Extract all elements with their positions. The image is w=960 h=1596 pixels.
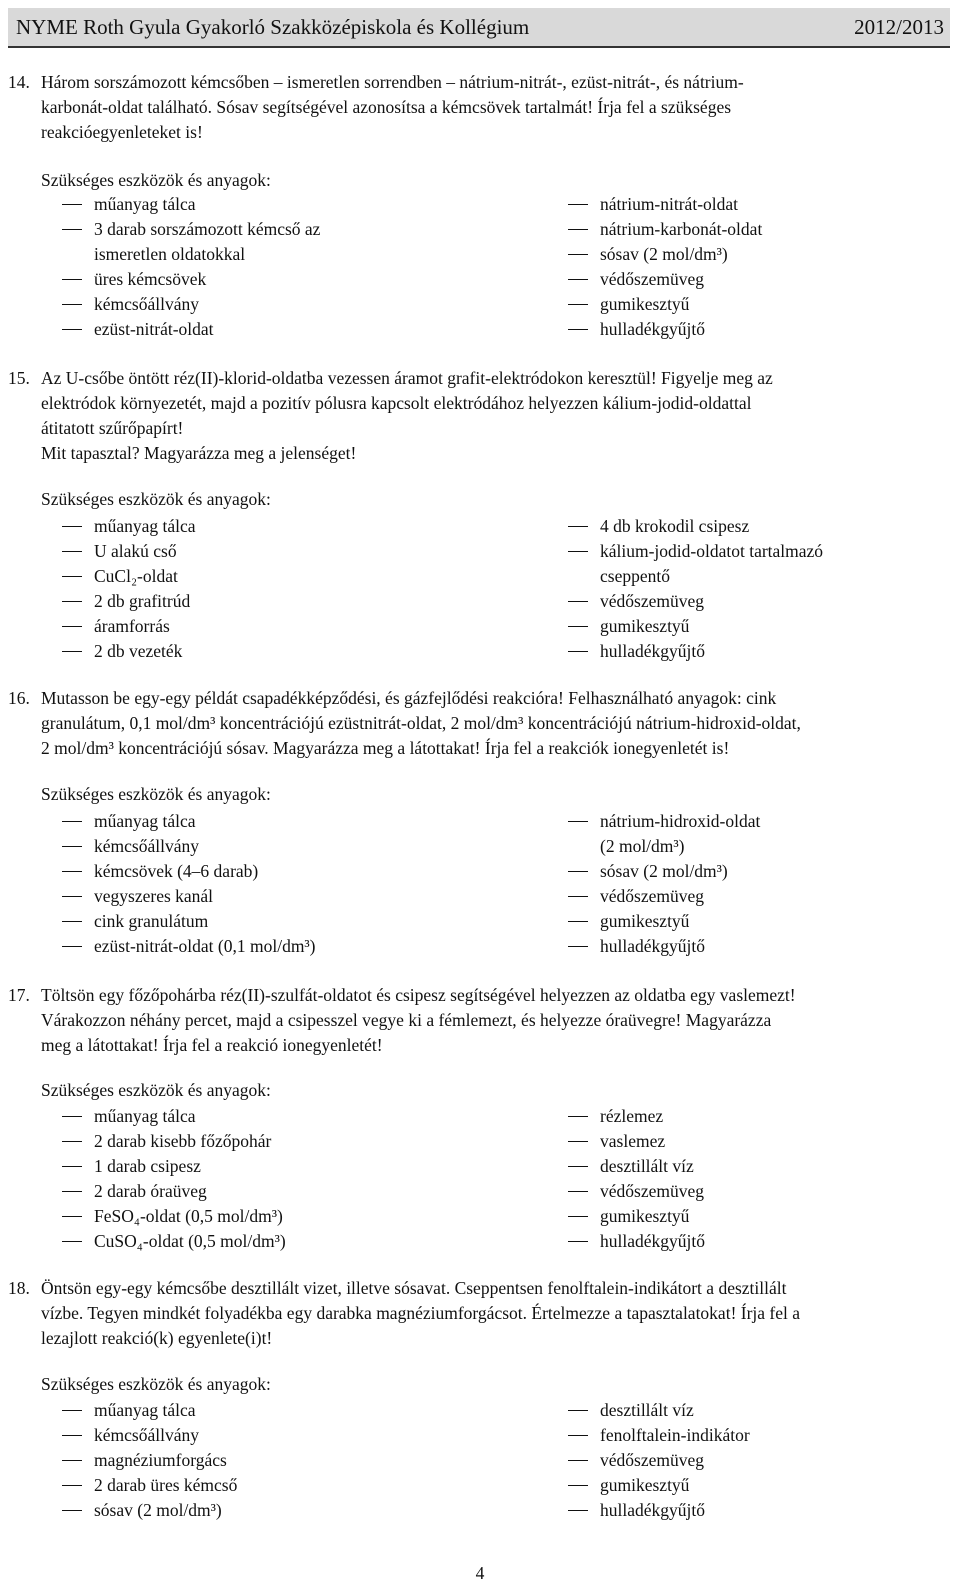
task-line: Mutasson be egy-egy példát csapadékképződési, és gázfejlődési reakcióra! Felhasználható anyagok: cink: [41, 688, 777, 708]
tools-title: Szükséges eszközök és anyagok:: [41, 1080, 271, 1100]
task-line: Az U-csőbe öntött réz(II)-klorid-oldatba vezessen áramot grafit-elektródokon keresztül! Figyelje meg az: [41, 368, 773, 388]
list-item: cink granulátum: [62, 909, 316, 934]
task-line: meg a látottakat! Írja fel a reakció ionegyenletét!: [41, 1035, 383, 1055]
list-item: műanyag tálca: [62, 514, 196, 539]
task-line: átitatott szűrőpapírt!: [41, 418, 184, 438]
list-item: nátrium-nitrát-oldat: [568, 192, 762, 217]
task-line: Töltsön egy főzőpohárba réz(II)-szulfát-oldatot és csipesz segítségével helyezzen az oldatba egy vaslemezt!: [41, 985, 796, 1005]
list-item: ezüst-nitrát-oldat (0,1 mol/dm³): [62, 934, 316, 959]
list-item: hulladékgyűjtő: [568, 1229, 705, 1254]
tools-title: Szükséges eszközök és anyagok:: [41, 784, 271, 804]
task-line: Öntsön egy-egy kémcsőbe desztillált vizet, illetve sósavat. Cseppentsen fenolftalein-indikátort a desztillált: [41, 1278, 787, 1298]
list-item: 2 db vezeték: [62, 639, 196, 664]
list-item: kémcsövek (4–6 darab): [62, 859, 316, 884]
list-item: sósav (2 mol/dm³): [568, 859, 760, 884]
list-item: nátrium-hidroxid-oldat: [568, 809, 760, 834]
task-line: lezajlott reakció(k) egyenlete(i)t!: [41, 1328, 273, 1348]
tools-list-left: [62, 192, 320, 342]
task-number: 18.: [8, 1278, 30, 1298]
list-item: áramforrás: [62, 614, 196, 639]
list-item: kémcsőállvány: [62, 834, 316, 859]
list-item: védőszemüveg: [568, 884, 760, 909]
tools-list-left: [62, 514, 196, 664]
list-item: hulladékgyűjtő: [568, 934, 760, 959]
list-item: 4 db krokodil csipesz: [568, 514, 823, 539]
school-year: 2012/2013: [854, 15, 944, 39]
tools-list-right: [568, 1104, 705, 1254]
list-item: hulladékgyűjtő: [568, 317, 762, 342]
list-item: védőszemüveg: [568, 1179, 705, 1204]
list-item: gumikesztyű: [568, 1473, 750, 1498]
list-item: (2 mol/dm³): [600, 836, 685, 856]
tools-title: Szükséges eszközök és anyagok:: [41, 170, 271, 190]
list-item: 1 darab csipesz: [62, 1154, 286, 1179]
list-item: 2 darab kisebb főzőpohár: [62, 1129, 286, 1154]
task-16: [8, 686, 953, 761]
task-line: reakcióegyenleteket is!: [41, 122, 203, 142]
task-text: [41, 1276, 953, 1351]
list-item: rézlemez: [568, 1104, 705, 1129]
list-item: hulladékgyűjtő: [568, 1498, 750, 1523]
list-item: kémcsőállvány: [62, 1423, 237, 1448]
tools-list-right: [568, 514, 823, 664]
task-line: elektródok környezetét, majd a pozitív pólusra kapcsolt elektródához helyezzen kálium-jodid-oldattal: [41, 393, 752, 413]
list-item: kémcsőállvány: [62, 292, 320, 317]
list-item: desztillált víz: [568, 1154, 705, 1179]
list-item: sósav (2 mol/dm³): [568, 242, 762, 267]
task-18: [8, 1276, 953, 1351]
task-line: Várakozzon néhány percet, majd a csipesszel vegye ki a fémlemezt, és helyezze óraüvegre! Magyarázza: [41, 1010, 772, 1030]
list-item: sósav (2 mol/dm³): [62, 1498, 237, 1523]
school-name: NYME Roth Gyula Gyakorló Szakközépiskola és Kollégium: [16, 15, 530, 39]
list-item: műanyag tálca: [62, 1398, 237, 1423]
list-item: műanyag tálca: [62, 809, 316, 834]
tools-list-right: [568, 1398, 750, 1523]
list-item: 2 darab üres kémcső: [62, 1473, 237, 1498]
tools-list-left: [62, 809, 316, 959]
task-number: 15.: [8, 368, 30, 388]
list-item: 3 darab sorszámozott kémcső az: [62, 217, 320, 242]
page-header: [8, 8, 950, 48]
task-line: vízbe. Tegyen mindkét folyadékba egy darabka magnéziumforgácsot. Értelmezze a tapasztalatokat! Írja fel a: [41, 1303, 801, 1323]
list-item: vaslemez: [568, 1129, 705, 1154]
list-item: hulladékgyűjtő: [568, 639, 823, 664]
list-item: gumikesztyű: [568, 614, 823, 639]
list-item: gumikesztyű: [568, 1204, 705, 1229]
list-item: CuCl₂-oldat: [62, 564, 196, 589]
task-line: Három sorszámozott kémcsőben – ismeretlen sorrendben – nátrium-nitrát-, ezüst-nitrát-, és nátrium-: [41, 72, 744, 92]
tools-title: Szükséges eszközök és anyagok:: [41, 489, 271, 509]
tools-list-right: [568, 809, 760, 959]
list-item: ismeretlen oldatokkal: [94, 244, 246, 264]
list-item: vegyszeres kanál: [62, 884, 316, 909]
list-item: cseppentő: [600, 566, 670, 586]
task-15: [8, 366, 953, 466]
task-17: [8, 983, 953, 1058]
list-item: műanyag tálca: [62, 192, 320, 217]
list-item: U alakú cső: [62, 539, 196, 564]
list-item: fenolftalein-indikátor: [568, 1423, 750, 1448]
list-item: védőszemüveg: [568, 267, 762, 292]
list-item: 2 db grafitrúd: [62, 589, 196, 614]
list-item: műanyag tálca: [62, 1104, 286, 1129]
list-item: gumikesztyű: [568, 292, 762, 317]
list-item: 2 darab óraüveg: [62, 1179, 286, 1204]
list-item: CuSO₄-oldat (0,5 mol/dm³): [62, 1229, 286, 1254]
list-item: védőszemüveg: [568, 1448, 750, 1473]
list-item: kálium-jodid-oldatot tartalmazó: [568, 539, 823, 564]
list-item: védőszemüveg: [568, 589, 823, 614]
task-number: 14.: [8, 72, 30, 92]
tools-title: Szükséges eszközök és anyagok:: [41, 1374, 271, 1394]
tools-list-right: [568, 192, 762, 342]
task-number: 16.: [8, 688, 30, 708]
tools-list-left: [62, 1398, 237, 1523]
tools-list-left: [62, 1104, 286, 1254]
task-line: Mit tapasztal? Magyarázza meg a jelenséget!: [41, 443, 357, 463]
list-item: gumikesztyű: [568, 909, 760, 934]
task-text: [41, 686, 953, 761]
task-14: [8, 70, 953, 145]
list-item: nátrium-karbonát-oldat: [568, 217, 762, 242]
task-text: [41, 983, 953, 1058]
task-line: granulátum, 0,1 mol/dm³ koncentrációjú ezüstnitrát-oldat, 2 mol/dm³ koncentrációjú nátrium-hidroxid-oldat,: [41, 713, 801, 733]
page-number: 4: [475, 1563, 485, 1583]
task-text: [41, 70, 953, 145]
task-line: 2 mol/dm³ koncentrációjú sósav. Magyarázza meg a látottakat! Írja fel a reakciók ionegyenletét is!: [41, 738, 730, 758]
list-item: magnéziumforgács: [62, 1448, 237, 1473]
list-item: FeSO₄-oldat (0,5 mol/dm³): [62, 1204, 286, 1229]
list-item: ezüst-nitrát-oldat: [62, 317, 320, 342]
task-line: karbonát-oldat található. Sósav segítségével azonosítsa a kémcsövek tartalmát! Írja fel a szükséges: [41, 97, 732, 117]
task-text: [41, 366, 953, 466]
list-item: desztillált víz: [568, 1398, 750, 1423]
list-item: üres kémcsövek: [62, 267, 320, 292]
task-number: 17.: [8, 985, 30, 1005]
